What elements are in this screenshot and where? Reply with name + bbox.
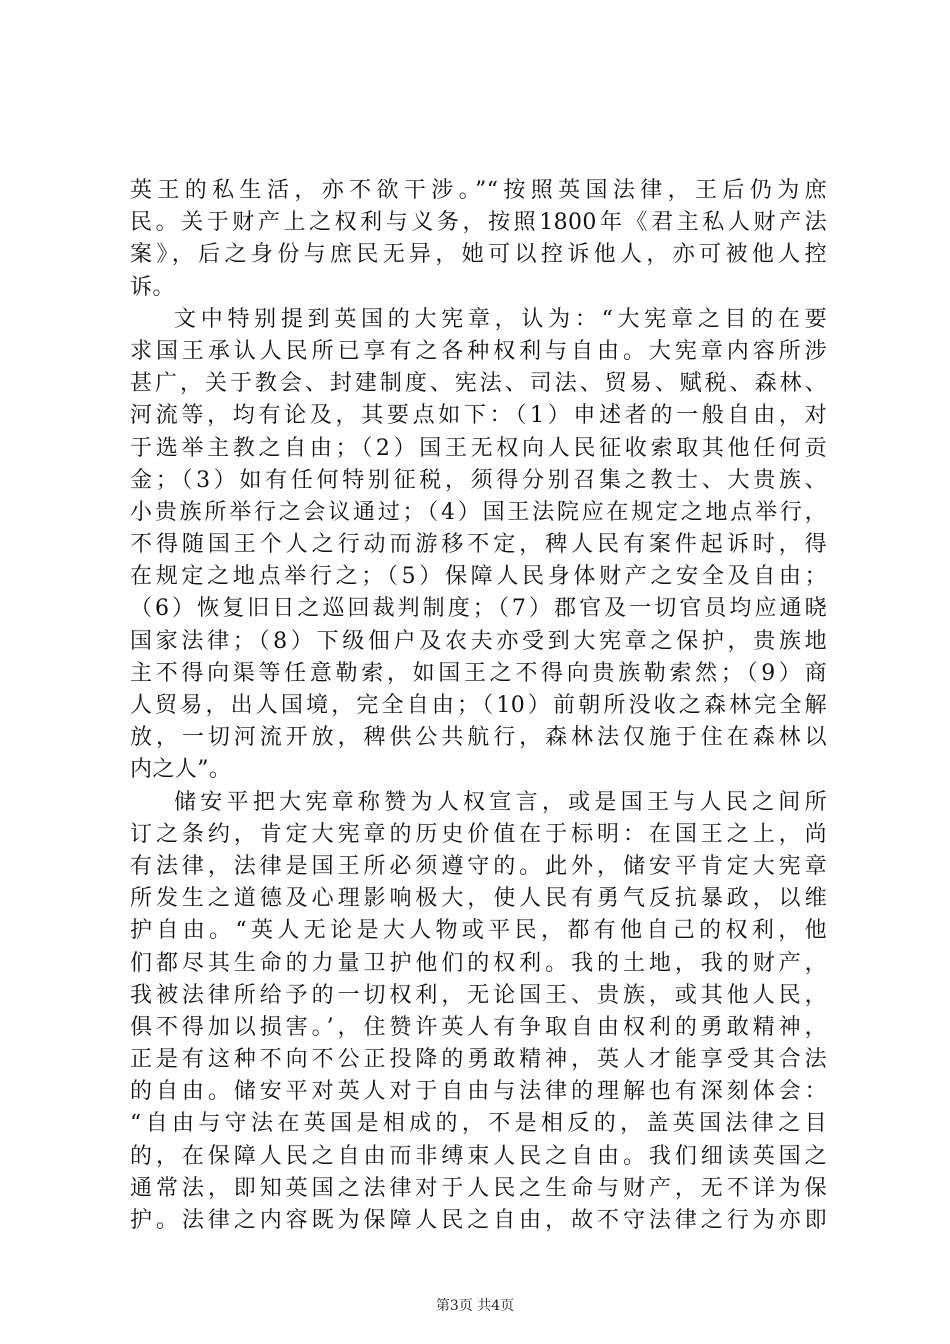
- text-line: 的自由。储安平对英人对于自由与法律的理解也有深刻体会：: [130, 1079, 827, 1105]
- text-line: 国家法律；（8）下级佃户及农夫亦受到大宪章之保护，贵族地: [130, 628, 827, 654]
- paragraph-start-line: 文中特别提到英国的大宪章，认为：“大宪章之目的在要: [174, 306, 827, 332]
- text-line: 案》，后之身份与庶民无异，她可以控诉他人，亦可被他人控: [130, 242, 827, 268]
- text-line: 人贸易，出人国境，完全自由；（10）前朝所没收之森林完全解: [130, 693, 827, 718]
- text-line: 主不得向渠等任意勒索，如国王之不得向贵族勒索然；（9）商: [130, 660, 827, 686]
- text-line: 民。关于财产上之权利与义务，按照1800年《君主私人财产法: [130, 210, 827, 236]
- text-line: 俱不得加以损害。’，住赞许英人有争取自由权利的勇敢精神，: [130, 1014, 827, 1040]
- text-line: 所发生之道德及心理影响极大，使人民有勇气反抗暴政，以维: [130, 886, 827, 912]
- paragraph-start-line: 储安平把大宪章称赞为人权宣言，或是国王与人民之间所: [174, 789, 827, 815]
- text-line: “自由与守法在英国是相成的，不是相反的，盖英国法律之目: [130, 1111, 827, 1137]
- text-line: 正是有这种不向不公正投降的勇敢精神，英人才能享受其合法: [130, 1047, 827, 1073]
- text-line: 我被法律所给予的一切权利，无论国王、贵族，或其他人民，: [130, 982, 827, 1008]
- text-line: 不得随国王个人之行动而游移不定，稗人民有案件起诉时，得: [130, 532, 827, 558]
- text-line: 订之条约，肯定大宪章的历史价值在于标明：在国王之上，尚: [130, 821, 827, 847]
- text-line: 通常法，即知英国之法律对于人民之生命与财产，无不详为保: [130, 1175, 827, 1201]
- text-line: 内之人”。: [130, 757, 232, 783]
- text-line: 河流等，均有论及，其要点如下：（1）申述者的一般自由，对: [130, 403, 827, 429]
- text-line: 英王的私生活，亦不欲干涉。”“按照英国法律，王后仍为庶: [130, 178, 827, 203]
- text-line: 诉。: [130, 274, 175, 300]
- text-line: 于选举主教之自由；（2）国王无权向人民征收索取其他任何贡: [130, 435, 827, 461]
- text-line: 有法律，法律是国王所必须遵守的。此外，储安平肯定大宪章: [130, 853, 827, 879]
- text-line: 求国王承认人民所已享有之各种权利与自由。大宪章内容所涉: [130, 338, 827, 364]
- document-body: [130, 175, 827, 1237]
- text-line: 们都尽其生命的力量卫护他们的权利。我的土地，我的财产，: [130, 950, 827, 976]
- text-line: 小贵族所举行之会议通过；（4）国王法院应在规定之地点举行，: [130, 499, 827, 525]
- page-number-footer: 第3页 共4页: [435, 1298, 515, 1314]
- text-line: 的，在保障人民之自由而非缚束人民之自由。我们细读英国之: [130, 1143, 827, 1169]
- text-line: 甚广，关于教会、封建制度、宪法、司法、贸易、赋税、森林、: [130, 371, 827, 397]
- text-line: （6）恢复旧日之巡回裁判制度；（7）郡官及一切官员均应通晓: [130, 596, 827, 622]
- text-line: 放，一切河流开放，稗供公共航行，森林法仅施于住在森林以: [130, 725, 827, 751]
- text-line: 护。法律之内容既为保障人民之自由，故不守法律之行为亦即: [130, 1208, 827, 1233]
- text-line: 金；（3）如有任何特别征税，须得分别召集之教士、大贵族、: [130, 467, 827, 493]
- text-line: 护自由。“英人无论是大人物或平民，都有他自己的权利，他: [130, 918, 827, 944]
- text-line: 在规定之地点举行之；（5）保障人民身体财产之安全及自由；: [130, 564, 827, 590]
